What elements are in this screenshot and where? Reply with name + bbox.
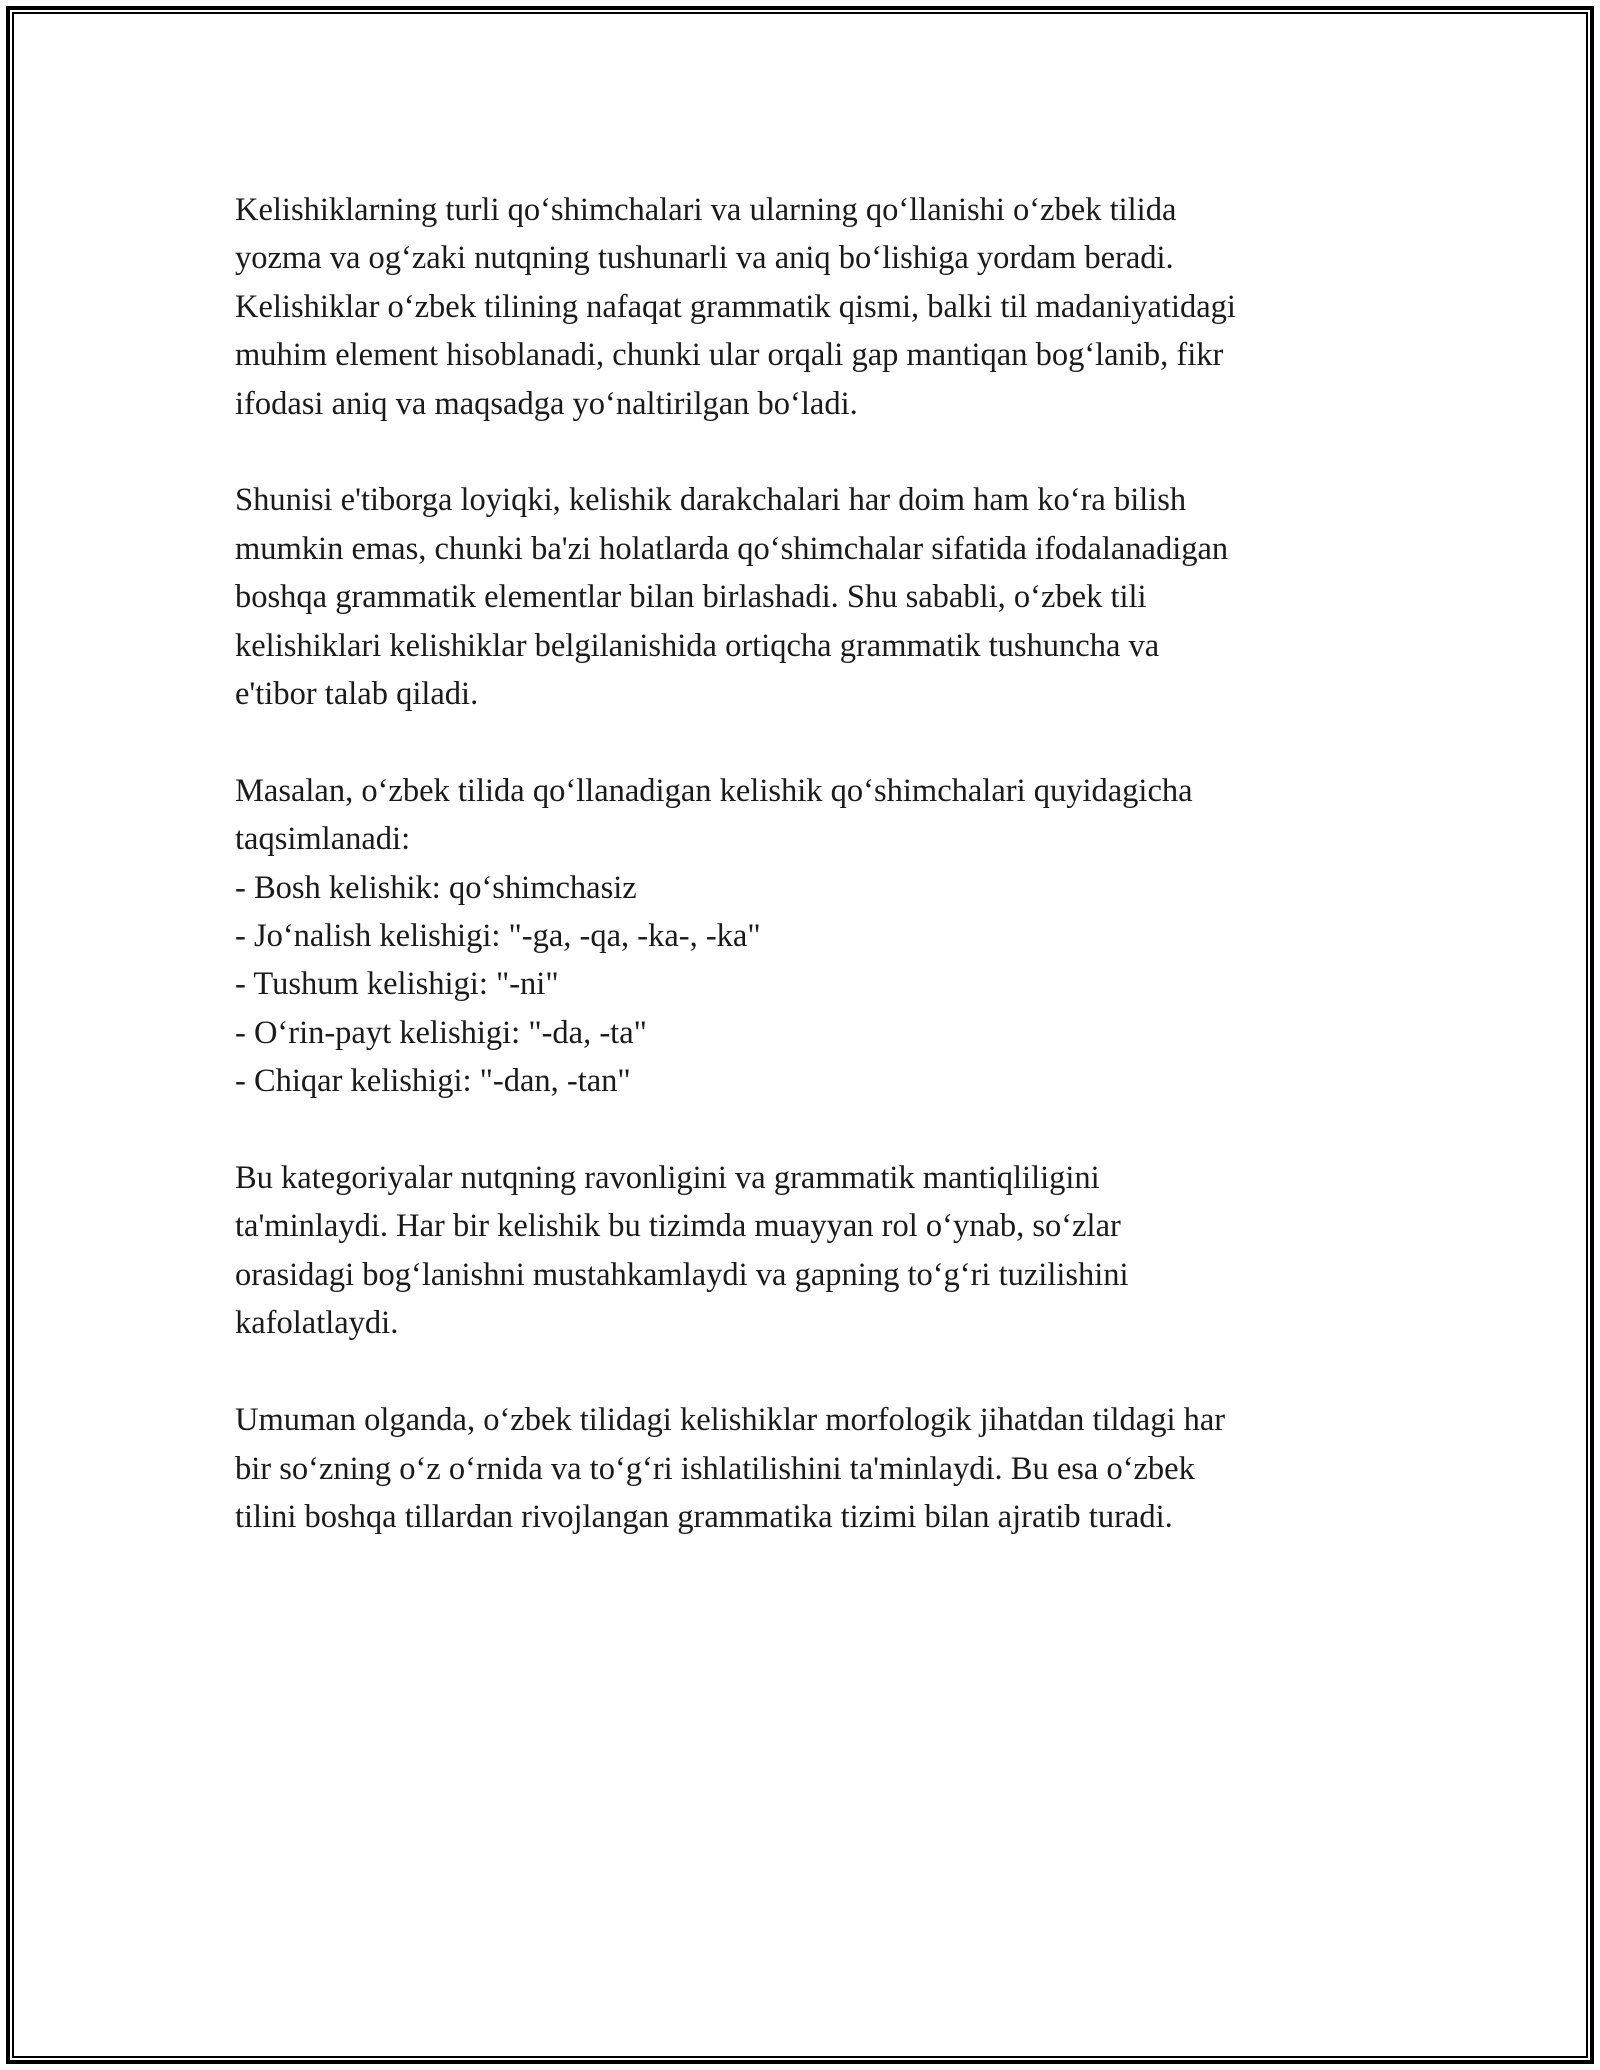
paragraph-intro bbox=[235, 186, 1415, 428]
paragraph-conclusion bbox=[235, 1396, 1415, 1541]
text-line: e'tibor talab qiladi. bbox=[235, 676, 479, 713]
text-line: Kelishiklar o‘zbek tilining nafaqat grammatik qismi, balki til madaniyatidagi bbox=[235, 288, 1236, 325]
list-item: - Bosh kelishik: qo‘shimchasiz bbox=[235, 869, 637, 906]
list-item: - Chiqar kelishigi: "-dan, -tan" bbox=[235, 1063, 631, 1100]
text-line: tilini boshqa tillardan rivojlangan grammatika tizimi bilan ajratib turadi. bbox=[235, 1498, 1173, 1535]
list-item: - O‘rin-payt kelishigi: "-da, -ta" bbox=[235, 1014, 647, 1051]
paragraph-case-list bbox=[235, 767, 1415, 1106]
text-line: bir so‘zning o‘z o‘rnida va to‘g‘ri ishlatilishini ta'minlaydi. Bu esa o‘zbek bbox=[235, 1450, 1195, 1487]
text-line: muhim element hisoblanadi, chunki ular orqali gap mantiqan bog‘lanib, fikr bbox=[235, 337, 1224, 374]
text-line: yozma va og‘zaki nutqning tushunarli va aniq bo‘lishiga yordam beradi. bbox=[235, 240, 1174, 277]
text-line: Bu kategoriyalar nutqning ravonligini va grammatik mantiqliligini bbox=[235, 1160, 1100, 1197]
text-line: Masalan, o‘zbek tilida qo‘llanadigan kelishik qo‘shimchalari quyidagicha bbox=[235, 772, 1193, 809]
text-line: boshqa grammatik elementlar bilan birlashadi. Shu sababli, o‘zbek tili bbox=[235, 579, 1147, 616]
text-line: kafolatlaydi. bbox=[235, 1305, 399, 1342]
text-line: kelishiklari kelishiklar belgilanishida ortiqcha grammatik tushuncha va bbox=[235, 627, 1160, 664]
list-item: - Jo‘nalish kelishigi: "-ga, -qa, -ka-, -ka" bbox=[235, 918, 761, 955]
paragraph-categories bbox=[235, 1154, 1415, 1348]
document-body bbox=[235, 186, 1415, 1590]
text-line: Kelishiklarning turli qo‘shimchalari va ularning qo‘llanishi o‘zbek tilida bbox=[235, 192, 1177, 228]
paragraph-markers bbox=[235, 476, 1415, 718]
text-line: ta'minlaydi. Har bir kelishik bu tizimda muayyan rol o‘ynab, so‘zlar bbox=[235, 1208, 1121, 1245]
text-line: mumkin emas, chunki ba'zi holatlarda qo‘shimchalar sifatida ifodalanadigan bbox=[235, 530, 1229, 567]
text-line: Shunisi e'tiborga loyiqki, kelishik darakchalari har doim ham ko‘ra bilish bbox=[235, 482, 1187, 519]
text-line: ifodasi aniq va maqsadga yo‘naltirilgan bo‘ladi. bbox=[235, 385, 858, 422]
text-line: taqsimlanadi: bbox=[235, 821, 411, 858]
text-line: orasidagi bog‘lanishni mustahkamlaydi va gapning to‘g‘ri tuzilishini bbox=[235, 1256, 1129, 1293]
text-line: Umuman olganda, o‘zbek tilidagi kelishiklar morfologik jihatdan tildagi har bbox=[235, 1402, 1226, 1439]
list-item: - Tushum kelishigi: "-ni" bbox=[235, 966, 559, 1003]
